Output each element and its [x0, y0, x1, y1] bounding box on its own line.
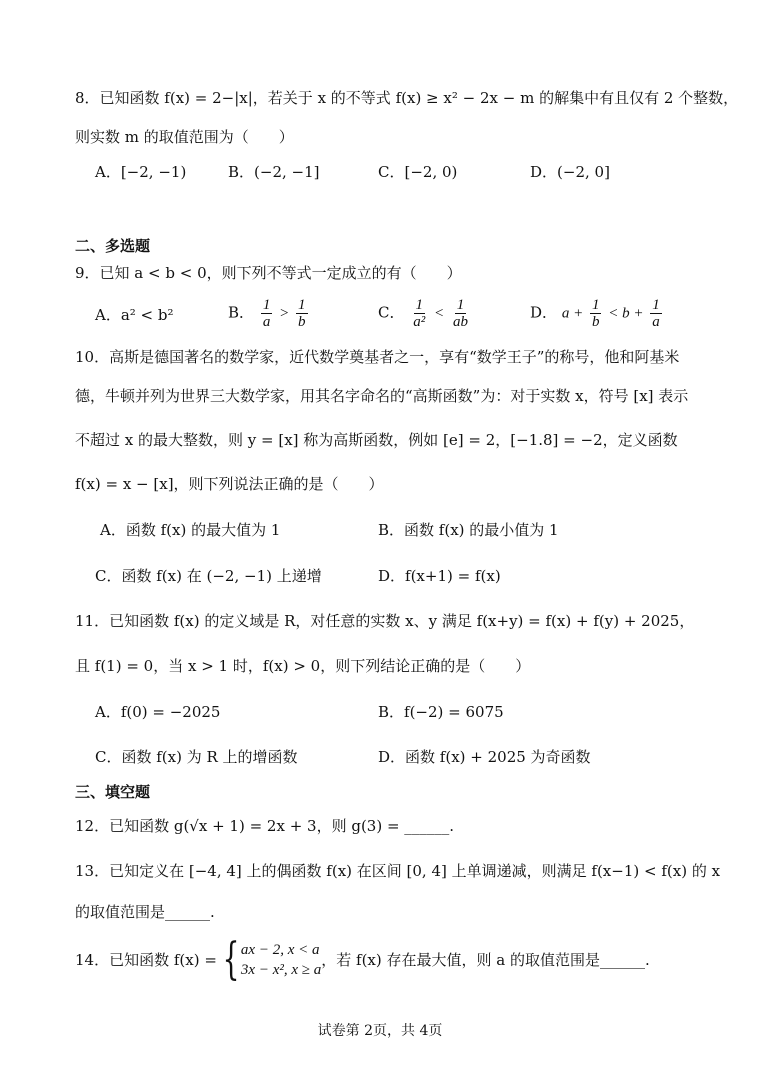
q10-option-c: C．函数 f(x) 在 (−2, −1) 上递增 — [95, 567, 322, 585]
q11-option-d: D．函数 f(x) + 2025 为奇函数 — [378, 748, 591, 766]
q9-option-d: D． a + $\frac{1}{b}$ < b + $\frac{1}{a}$ — [530, 297, 660, 330]
q11-stem-line2: 且 f(1) = 0，当 x > 1 时，f(x) > 0，则下列结论正确的是（ ） — [75, 657, 531, 675]
q9-option-d-label: D． — [530, 303, 558, 322]
fraction: $\frac{1}{b}$ — [298, 297, 306, 330]
q9-stem: 9．已知 a < b < 0，则下列不等式一定成立的有（ ） — [75, 264, 462, 282]
q11-option-a: A．f(0) = −2025 — [95, 703, 221, 721]
section-heading-multiple-choice: 二、多选题 — [75, 237, 151, 255]
q9-option-b-label: B． — [228, 303, 255, 322]
q14-stem — [75, 934, 650, 985]
q9-option-c: C． $\frac{1}{\text{a²}}$ < $\frac{1}{ab}$ — [378, 297, 468, 330]
page-footer: 试卷第 2页，共 4页 — [317, 1023, 443, 1039]
q9-option-c-label: C． — [378, 303, 405, 322]
q13-stem-line2: 的取值范围是______. — [75, 903, 215, 921]
q9-option-b: B． $\frac{1}{a}$ > $\frac{1}{b}$ — [228, 297, 306, 330]
q10-option-b: B．函数 f(x) 的最小值为 1 — [378, 521, 559, 539]
q8-option-d: D．(−2, 0] — [530, 163, 610, 181]
q14-case-1: ax − 2, x < a — [240, 942, 320, 958]
q11-option-b: B．f(−2) = 6075 — [378, 703, 504, 721]
piecewise-brace: { ax − 2, x < a 3x − x², x ≥ a — [222, 934, 322, 985]
q8-option-a: A．[−2, −1) — [95, 163, 187, 181]
q8-option-c: C．[−2, 0) — [378, 163, 458, 181]
q12-stem: 12．已知函数 g(√x + 1) = 2x + 3，则 g(3) = ______. — [75, 817, 455, 835]
q10-stem-line4: f(x) = x − [x]，则下列说法正确的是（ ） — [75, 475, 384, 493]
q10-stem-line1: 10．高斯是德国著名的数学家，近代数学奠基者之一，享有“数学王子”的称号，他和阿基米 — [75, 348, 680, 366]
fraction: $\frac{1}{\text{a²}}$ — [413, 297, 426, 330]
q8-stem-line1: 8．已知函数 f(x) = 2−|x|，若关于 x 的不等式 f(x) ≥ x² − 2x − m 的解集中有且仅有 2 个整数， — [75, 89, 739, 107]
q14-suffix: ，若 f(x) 存在最大值，则 a 的取值范围是______. — [321, 951, 650, 969]
fraction: $\frac{1}{a}$ — [262, 297, 271, 330]
fraction: $\frac{1}{ab}$ — [452, 297, 468, 330]
q14-prefix: 14．已知函数 f(x) = — [75, 951, 217, 969]
fraction: $\frac{1}{a}$ — [652, 297, 660, 330]
q11-option-c: C．函数 f(x) 为 R 上的增函数 — [95, 748, 298, 766]
q8-stem-line2: 则实数 m 的取值范围为（ ） — [75, 128, 294, 146]
fraction: $\frac{1}{b}$ — [591, 297, 600, 330]
q14-case-2: 3x − x², x ≥ a — [240, 962, 322, 978]
q8-option-b: B．(−2, −1] — [228, 163, 320, 181]
q11-stem-line1: 11．已知函数 f(x) 的定义域是 R，对任意的实数 x、y 满足 f(x+y) = f(x) + f(y) + 2025， — [75, 612, 695, 630]
q10-option-a: A．函数 f(x) 的最大值为 1 — [100, 521, 281, 539]
q10-stem-line2: 德，牛顿并列为世界三大数学家，用其名字命名的“高斯函数”为：对于实数 x，符号 [x] 表示 — [75, 387, 689, 405]
q10-stem-line3: 不超过 x 的最大整数，则 y = [x] 称为高斯函数，例如 [e] = 2，[−1.8] = −2，定义函数 — [75, 431, 678, 449]
q10-option-d: D．f(x+1) = f(x) — [378, 567, 501, 585]
section-heading-fill-in-blank: 三、填空题 — [75, 783, 151, 801]
q9-option-a: A．a² < b² — [95, 306, 174, 324]
q13-stem-line1: 13．已知定义在 [−4, 4] 上的偶函数 f(x) 在区间 [0, 4] 上单调递减，则满足 f(x−1) < f(x) 的 x — [75, 862, 721, 880]
